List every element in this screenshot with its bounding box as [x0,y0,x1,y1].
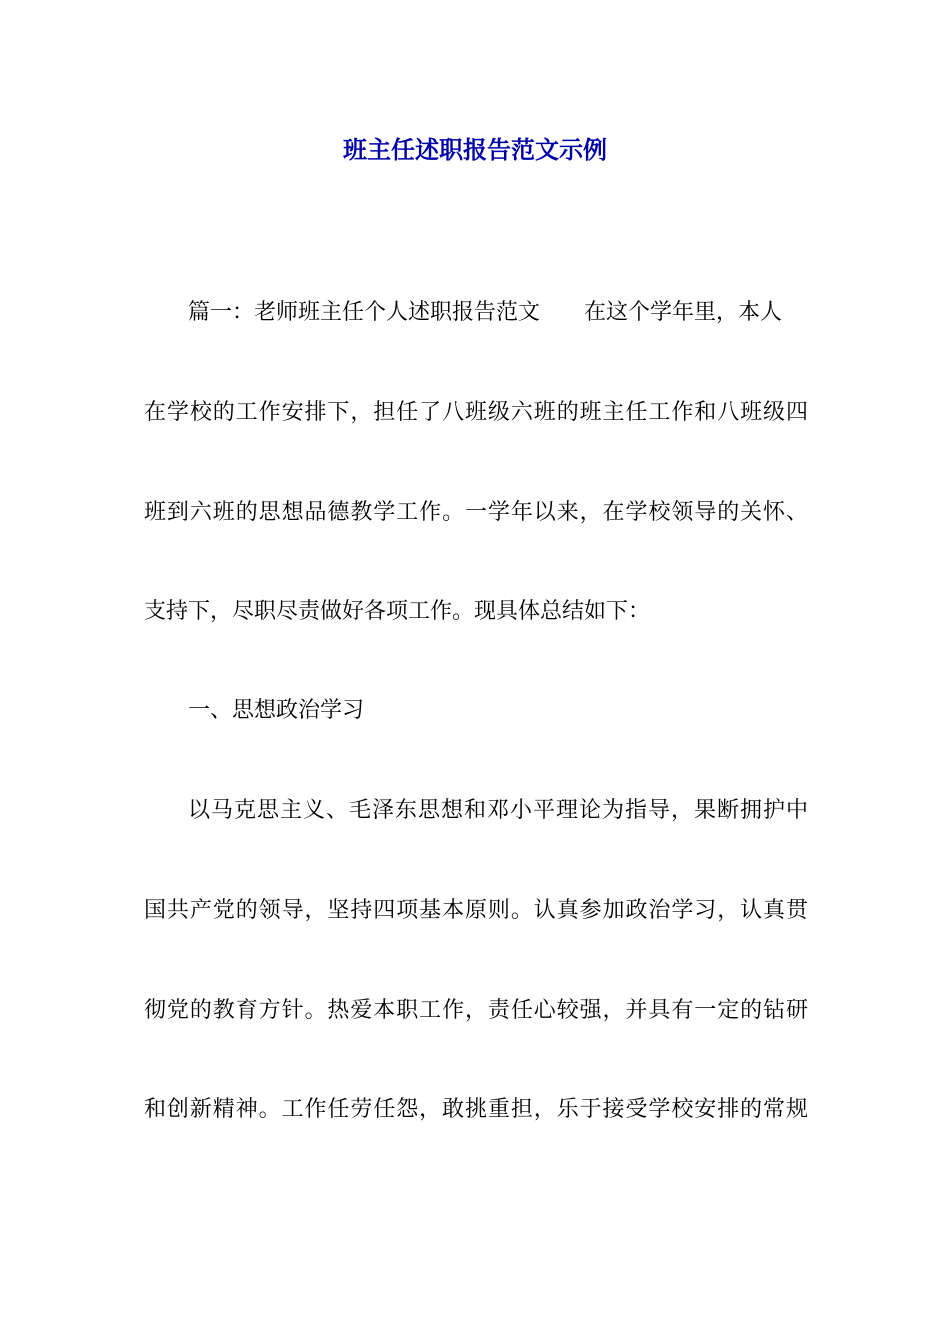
paragraph-line: 以马克思主义、毛泽东思想和邓小平理论为指导，果断拥护中 [188,798,808,823]
paragraph-line: 彻党的教育方针。热爱本职工作，责任心较强，并具有一定的钻研 [144,998,808,1023]
paragraph-line: 班到六班的思想品德教学工作。一学年以来，在学校领导的关怀、 [144,500,808,525]
paragraph-line [188,297,808,329]
paragraph-line: 在学校的工作安排下，担任了八班级六班的班主任工作和八班级四 [144,400,808,425]
paragraph-line: 国共产党的领导，坚持四项基本原则。认真参加政治学习，认真贯 [144,898,808,923]
paragraph-line: 和创新精神。工作任劳任怨，敢挑重担，乐于接受学校安排的常规 [144,1097,808,1122]
document-title: 班主任述职报告范文示例 [343,136,607,164]
section-heading-text: 篇一：老师班主任个人述职报告范文 [188,300,541,325]
paragraph-line: 支持下，尽职尽责做好各项工作。现具体总结如下： [144,599,651,624]
section-heading: 一、思想政治学习 [188,698,365,723]
paragraph-text: 在这个学年里，本人 [584,300,783,325]
